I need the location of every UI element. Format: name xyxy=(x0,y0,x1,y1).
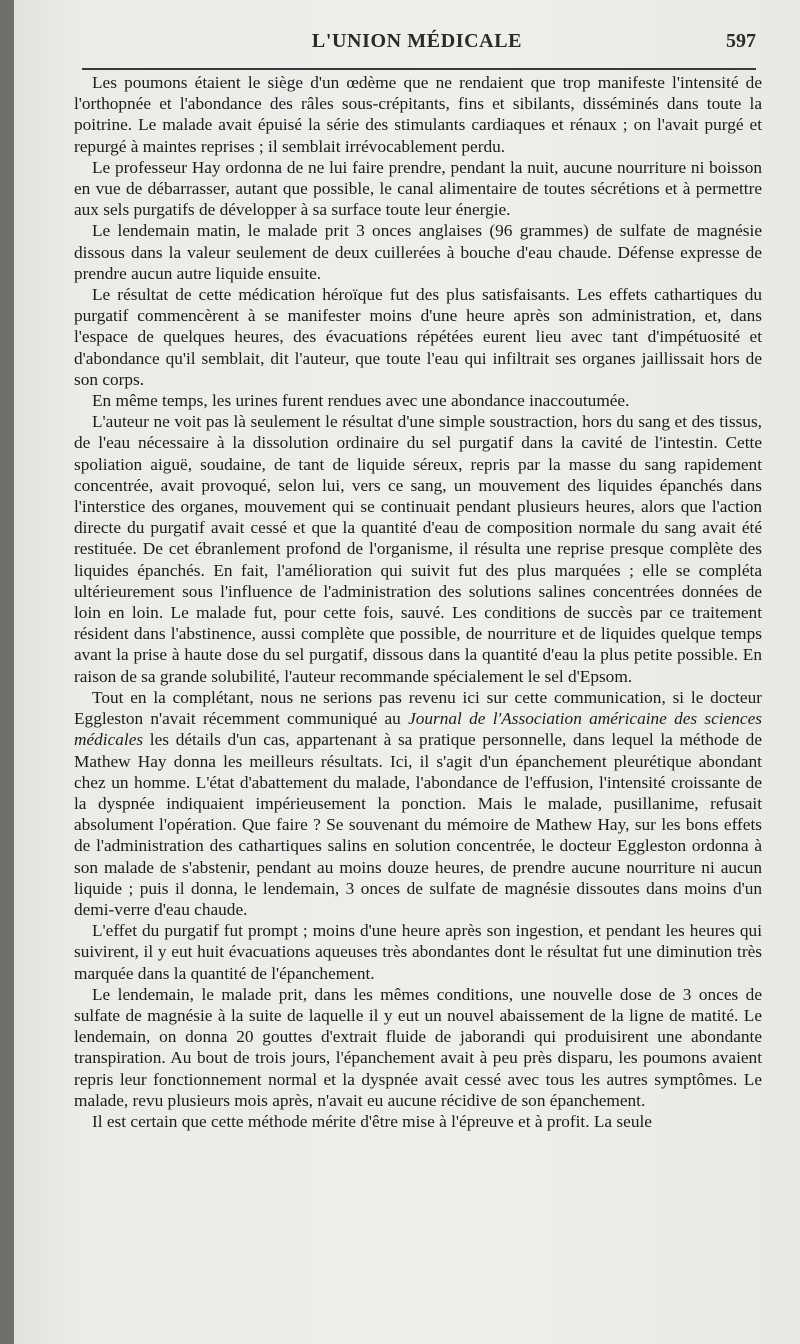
article-body xyxy=(74,72,762,1132)
paragraph: L'effet du purgatif fut prompt ; moins d'une heure après son ingestion, et pendant les heures qui suivirent, il y eut huit évacuations aqueuses très abondantes dont le résultat fut une diminution très marquée dans la quantité de l'épanchement. xyxy=(74,921,762,983)
header-rule xyxy=(82,68,756,70)
journal-page xyxy=(14,0,800,1344)
page-header xyxy=(78,30,756,60)
paragraph: Le résultat de cette médication héroïque fut des plus satisfaisants. Les effets cathartiques du purgatif commencèrent à se manifester moins d'une heure après son administration, et, dans l'espace de quelques heures, des évacuations répétées eurent lieu avec tant d'impétuosité et d'abondance qu'il semblait, dit l'auteur, que toute l'eau qui infiltrait ses organes jaillissait hors de son corps. xyxy=(74,285,762,389)
running-title: L'UNION MÉDICALE xyxy=(311,30,523,52)
paragraph: L'auteur ne voit pas là seulement le résultat d'une simple soustraction, hors du sang et des tissus, de l'eau nécessaire à la dissolution ordinaire du sel purgatif dans la cavité de l'intestin. Cette spoliation aiguë, soudaine, de tant de liquide séreux, repris par la masse du sang rapidement concentrée, avait provoqué, selon lui, vers ce sang, un mouvement des liquides épanchés dans l'interstice des organes, mouvement qui se continuait pendant plusieurs heures, alors que l'action directe du purgatif avait cessé et que la quantité d'eau de composition normale du sang avait été restituée. De cet ébranlement profond de l'organisme, il résulta une reprise presque complète des liquides épanchés. En fait, l'amélioration qui suivit fut des plus marquées ; elle se compléta ultérieurement sous l'influence de l'administration des solutions salines concentrées données de loin en loin. Le malade fut, pour cette fois, sauvé. Les conditions de succès par ce traitement résident dans l'abstinence, aussi complète que possible, de nourriture et de liquides quelque temps avant la prise à haute dose du sel purgatif, dissous dans la quantité d'eau la plus petite possible. En raison de sa grande solubilité, l'auteur recommande spécialement le sel d'Epsom. xyxy=(74,412,762,686)
paragraph: En même temps, les urines furent rendues avec une abondance inaccoutumée. xyxy=(92,391,630,411)
page-number: 597 xyxy=(726,30,756,52)
paragraph: Les poumons étaient le siège d'un œdème que ne rendaient que trop manifeste l'intensité de l'orthopnée et l'abondance des râles sous-crépitants, fins et sibilants, disséminés dans toute la poitrine. Le malade avait épuisé la série des stimulants cardiaques et rénaux ; on l'avait purgé et repurgé à maintes reprises ; il semblait irrévocablement perdu. xyxy=(74,73,762,156)
paragraph: Il est certain que cette méthode mérite d'être mise à l'épreuve et à profit. La seule xyxy=(92,1111,652,1131)
paragraph: Tout en la complétant, nous ne serions pas revenu ici sur cette communication, si le docteur Eggleston n'avait récemment communiqué au Journal de l'Association américaine des sciences médicales les détails d'un cas, appartenant à sa pratique personnelle, dans lequel la méthode de Mathew Hay donna les meilleurs résultats. Ici, il s'agit d'un épanchement pleurétique abondant chez un homme. L'état d'abattement du malade, l'abondance de l'effusion, l'intensité croissante de la dyspnée indiquaient impérieusement la ponction. Mais le malade, pusillanime, refusait absolument l'opération. Que faire ? Se souvenant du mémoire de Mathew Hay, sur les bons effets de l'administration des cathartiques salins en solution concentrée, le docteur Eggleston ordonna à son malade de s'abstenir, pendant au moins douze heures, de prendre aucune nourriture ni aucun liquide ; puis il donna, le lendemain, 3 onces de sulfate de magnésie dissoutes dans moins d'un demi-verre d'eau chaude. xyxy=(74,687,762,919)
paragraph: Le professeur Hay ordonna de ne lui faire prendre, pendant la nuit, aucune nourriture ni boisson en vue de débarrasser, autant que possible, le canal alimentaire de toutes sécrétions et à permettre aux sels purgatifs de développer à sa surface toute leur énergie. xyxy=(74,157,762,220)
paragraph: Le lendemain matin, le malade prit 3 onces anglaises (96 grammes) de sulfate de magnésie dissous dans la valeur seulement de deux cuillerées à bouche d'eau chaude. Défense expresse de prendre aucun autre liquide ensuite. xyxy=(74,221,762,283)
journal-title: Journal de l'Association américaine des sciences médicales xyxy=(74,709,762,750)
paragraph: Le lendemain, le malade prit, dans les mêmes conditions, une nouvelle dose de 3 onces de sulfate de magnésie à la suite de laquelle il y eut un nouvel abaissement de la ligne de matité. Le lendemain, on donna 20 gouttes d'extrait fluide de jaborandi qui produisirent une abondante transpiration. Au bout de trois jours, l'épanchement avait à peu près disparu, les poumons avaient repris leur fonctionnement normal et la dyspnée avait cessé avec tous les autres symptômes. Le malade, revu plusieurs mois après, n'avait eu aucune récidive de son épanchement. xyxy=(74,984,762,1110)
